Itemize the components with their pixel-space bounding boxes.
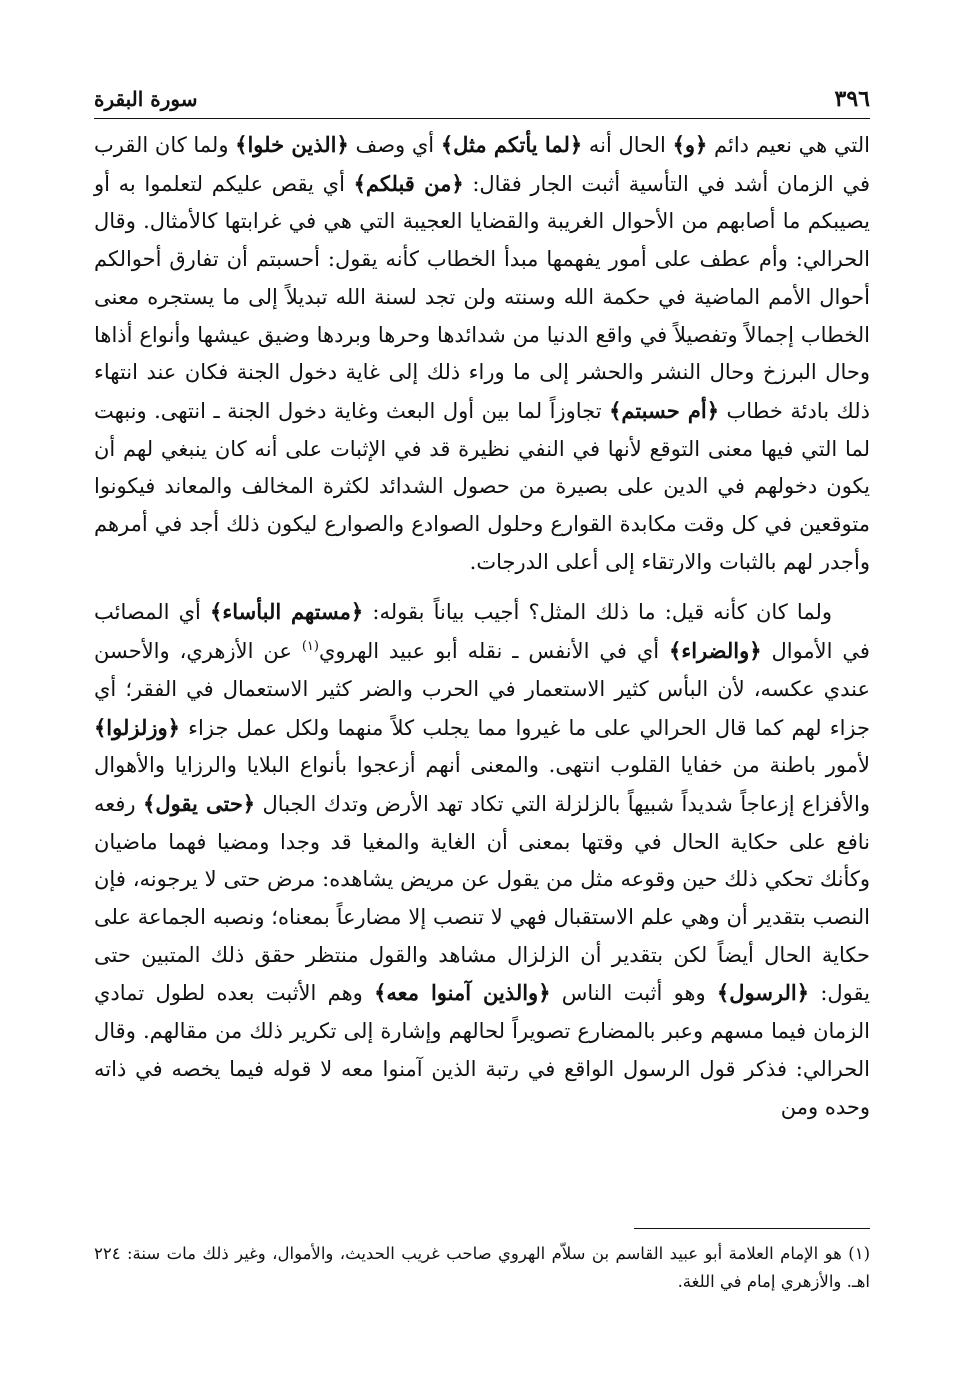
paragraph-2 [94,593,870,1126]
quran-quote: ﴿و﴾ [672,132,708,157]
text-run: ولما كان كأنه قيل: ما ذلك المثل؟ أجيب بياناً بقوله: [363,600,833,625]
footnote-rule [634,1228,870,1229]
text-run: لأمور باطنة من خفايا القلوب انتهى. والمعنى أنهم أزعجوا بأنواع البلايا والرزايا والأهوال والأفزاع إزعاجاً شديداً شبيهاً بالزلزلة التي تكاد تهد الأرض وتدك الجبال [94,753,870,816]
text-run: التي هي نعيم دائم [707,133,871,157]
paragraph-1 [94,126,870,581]
page-number: ٣٩٦ [834,86,870,112]
footnotes [94,1240,870,1296]
text-run: وهم الأثبت بعده لطول تمادي الزمان فيما مسهم وعبر بالمضارع تصويراً لحالهم وإشارة إلى تكرير ذلك من مقالهم. وقال الحرالي: فذكر قول الرسول الواقع في رتبة الذين آمنوا معه لا قوله فيما يخصه في ذاته وحده ومن [94,981,870,1119]
text-run: أي يقص عليكم لتعلموا به أو يصيبكم ما أصابهم من الأحوال الغريبة والقضايا العجيبة التي هي في غرابتها كالأمثال. وقال الحرالي: وأم عطف على أمور يفهمها مبدأ الخطاب كأنه يقول: أحسبتم أن تفارق أحوالكم أحوال الأمم الماضية في حكمة الله وسنته ولن تجد لسنة الله تبديلاً إلى ما يستجره معنى الخطاب إجمالاً وتفصيلاً في واقع الدنيا من شدائدها وحرها وبردها وضيق عيشها وأنواع أذاها وحال البرزخ وحال النشر والحشر إلى ما وراء ذلك إلى غاية دخول الجنة فكان عند انتهاء ذلك بادئة خطاب [94,171,870,423]
text-run: أي المصائب في الأموال [94,600,870,664]
footnote-1: (١) هو الإمام العلامة أبو عبيد القاسم بن سلاّم الهروي صاحب غريب الحديث، والأموال، وغير ذلك مات سنة: ٢٢٤ اهـ. والأزهري إمام في اللغة. [94,1244,870,1291]
quran-quote: ﴿مستهم البأساء﴾ [210,599,364,625]
body-text [94,126,870,1126]
text-run: الحال أنه [582,133,673,157]
quran-quote: ﴿والضراء﴾ [669,638,762,664]
quran-quote: ﴿أم حسبتم﴾ [609,397,719,423]
text-run: رفعه نافع على حكاية الحال في وقتها بمعنى أن الغاية والمغيا قد وجدا ومضيا فهما ماضيان وكأنك تحكي ذلك حين وقوعه مثل من يقول عن مريض يشاهده: مرض حتى لا يرجونه، فإن النصب بتقدير أن وهي علم الاستقبال فهي لا تنصب إلا مضارعاً بمعناه؛ ونصبه الجماعة على حكاية الحال أيضاً لكن بتقدير أن الزلزال مشاهد والقول منتظر حقق ذلك المتبين حتى يقول: [94,791,870,1006]
text-run: أي في الأنفس ـ نقله أبو عبيد الهروي [318,639,670,664]
quran-quote: ﴿لما يأتكم مثل﴾ [440,132,583,157]
running-head: سورة البقرة [94,87,198,111]
quran-quote: ﴿الرسول﴾ [716,980,810,1006]
text-run: وهو أثبت الناس [550,981,717,1006]
quran-quote: ﴿والذين آمنوا معه﴾ [374,980,551,1006]
header-rule [94,118,870,119]
quran-quote: ﴿حتى يقول﴾ [143,790,256,816]
quran-quote: ﴿من قبلكم﴾ [353,170,464,196]
text-run: ولما كان القرب في الزمان أشد في التأسية أثبت الجار فقال: [94,133,870,196]
page-header [94,84,870,114]
text-run: تجاوزاً لما بين أول البعث وغاية دخول الجنة ـ انتهى. ونبهت لما التي فيها معنى التوقع لأنها في النفي نظيرة قد في الإثبات على أنه كان ينبغي لهم أن يكون دخولهم في الدين على بصيرة من حصول الشدائد لكثرة المخالف والمعاند فيكونوا متوقعين في كل وقت مكابدة القوارع وحلول الصوادع والصوارع ليكون ذلك أجد في أمرهم وأجدر لهم بالثبات والارتقاء إلى أعلى الدرجات. [94,398,870,574]
quran-quote: ﴿الذين خلوا﴾ [235,132,349,157]
text-run: عن الأزهري، والأحسن عندي عكسه، لأن البأس كثير الاستعمار في الحرب والضر كثير الاستعمال في الفقر؛ أي جزاء لهم كما قال الحرالي على ما غيروا مما يجلب كلاً منهما ولكل عمل جزاء [94,639,870,740]
quran-quote: ﴿وزلزلوا﴾ [94,714,180,740]
footnote-reference[interactable]: (١) [301,639,319,655]
text-run: أي وصف [348,133,441,157]
